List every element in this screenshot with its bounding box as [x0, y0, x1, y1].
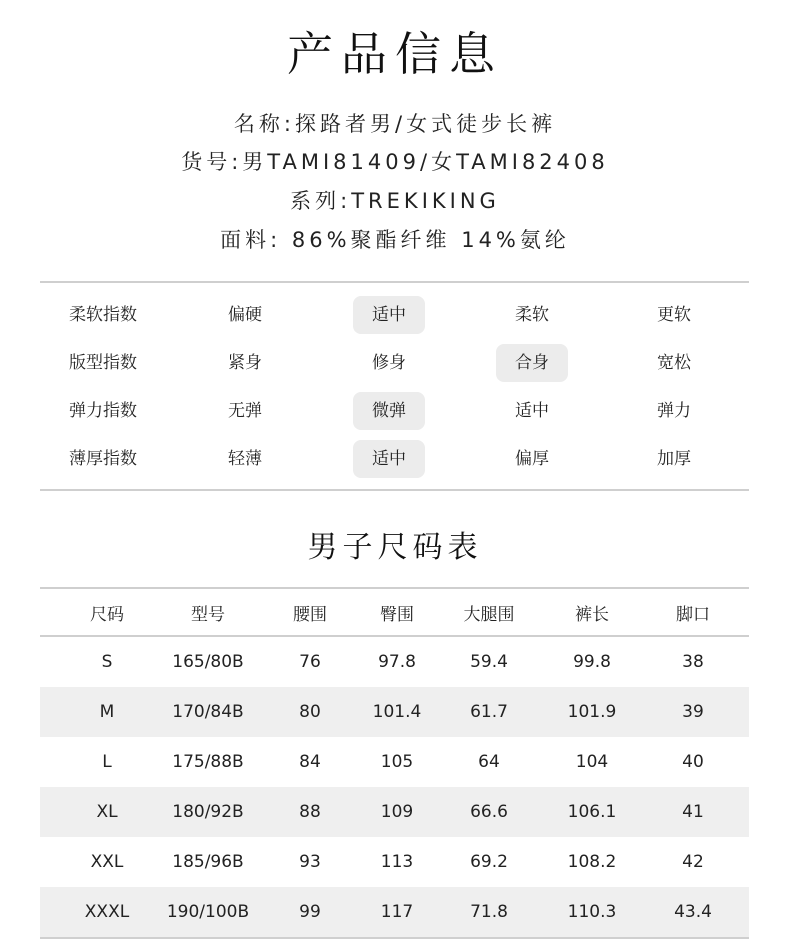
attribute-label: 弹力指数 [69, 401, 137, 421]
size-chart-title: 男子尺码表 [307, 530, 483, 565]
table-row [40, 687, 749, 737]
table-cell: 106.1 [567, 802, 617, 822]
table-cell: 185/96B [172, 852, 244, 872]
table-cell: 104 [575, 752, 609, 772]
table-cell: 97.8 [378, 652, 416, 672]
table-cell: XL [96, 802, 118, 822]
product-name: 名称:探路者男/女式徒步长裤 [233, 112, 557, 136]
table-cell: XXL [90, 852, 124, 872]
table-cell: XXXL [84, 902, 130, 922]
table-cell: 170/84B [172, 702, 244, 722]
attribute-option: 更软 [657, 305, 691, 325]
table-cell: 165/80B [172, 652, 244, 672]
table-cell: 42 [682, 852, 704, 872]
attribute-option: 加厚 [657, 449, 691, 469]
column-header: 臀围 [380, 604, 414, 625]
size-chart-table [40, 587, 749, 939]
table-row [40, 787, 749, 837]
table-cell: 101.4 [372, 702, 422, 722]
table-cell: 99.8 [573, 652, 611, 672]
column-header: 脚口 [676, 604, 710, 625]
size-chart-body [40, 637, 749, 937]
table-cell: 93 [299, 852, 321, 872]
product-fabric: 面料: 86%聚酯纤维 14%氨纶 [220, 228, 570, 252]
table-cell: 59.4 [470, 652, 508, 672]
table-cell: M [99, 702, 115, 722]
table-cell: 40 [682, 752, 704, 772]
product-sku: 货号:男TAMI81409/女TAMI82408 [181, 150, 609, 174]
attribute-row [40, 440, 749, 478]
attribute-option: 轻薄 [228, 449, 262, 469]
column-header: 尺码 [90, 604, 124, 625]
table-cell: 117 [380, 902, 414, 922]
table-cell: 113 [380, 852, 414, 872]
attribute-label: 版型指数 [69, 353, 137, 373]
attribute-row [40, 344, 749, 382]
table-cell: 108.2 [567, 852, 617, 872]
column-header: 腰围 [293, 604, 327, 625]
attribute-option: 修身 [372, 353, 406, 373]
table-cell: 64 [478, 752, 500, 772]
divider-bottom [40, 937, 749, 939]
table-cell: 71.8 [470, 902, 508, 922]
table-row [40, 637, 749, 687]
table-cell: 76 [299, 652, 321, 672]
table-row [40, 837, 749, 887]
attribute-option: 偏厚 [515, 449, 549, 469]
table-cell: 39 [682, 702, 704, 722]
page-title: 产品信息 [287, 27, 503, 81]
table-cell: 109 [380, 802, 414, 822]
attribute-option: 柔软 [515, 305, 549, 325]
table-cell: 99 [299, 902, 321, 922]
table-row [40, 887, 749, 937]
divider-middle [40, 489, 749, 491]
column-header: 型号 [191, 604, 225, 625]
table-cell: 190/100B [166, 902, 250, 922]
table-cell: 88 [299, 802, 321, 822]
attribute-row [40, 296, 749, 334]
table-row [40, 737, 749, 787]
product-series: 系列:TREKIKING [290, 189, 500, 213]
table-cell: 69.2 [470, 852, 508, 872]
table-cell: 101.9 [567, 702, 617, 722]
table-cell: 66.6 [470, 802, 508, 822]
table-cell: L [102, 752, 112, 772]
column-header: 裤长 [575, 604, 609, 625]
attribute-option-selected: 适中 [353, 440, 425, 478]
attribute-option: 紧身 [228, 353, 262, 373]
size-chart-header-row [40, 587, 749, 637]
table-cell: 84 [299, 752, 321, 772]
attribute-option: 偏硬 [228, 305, 262, 325]
table-cell: 110.3 [567, 902, 617, 922]
attribute-option: 无弹 [228, 401, 262, 421]
attribute-label: 柔软指数 [69, 305, 137, 325]
attribute-option: 宽松 [657, 353, 691, 373]
table-cell: 180/92B [172, 802, 244, 822]
attribute-option-selected: 合身 [496, 344, 568, 382]
table-cell: S [101, 652, 113, 672]
attribute-option-selected: 适中 [353, 296, 425, 334]
table-cell: 43.4 [674, 902, 712, 922]
table-cell: 61.7 [470, 702, 508, 722]
attribute-option: 适中 [515, 401, 549, 421]
attribute-option-selected: 微弹 [353, 392, 425, 430]
attribute-label: 薄厚指数 [69, 449, 137, 469]
table-cell: 41 [682, 802, 704, 822]
table-cell: 80 [299, 702, 321, 722]
table-cell: 38 [682, 652, 704, 672]
attribute-row [40, 392, 749, 430]
table-cell: 175/88B [172, 752, 244, 772]
column-header: 大腿围 [463, 604, 515, 625]
attribute-option: 弹力 [657, 401, 691, 421]
divider-top [40, 281, 749, 283]
table-cell: 105 [380, 752, 414, 772]
